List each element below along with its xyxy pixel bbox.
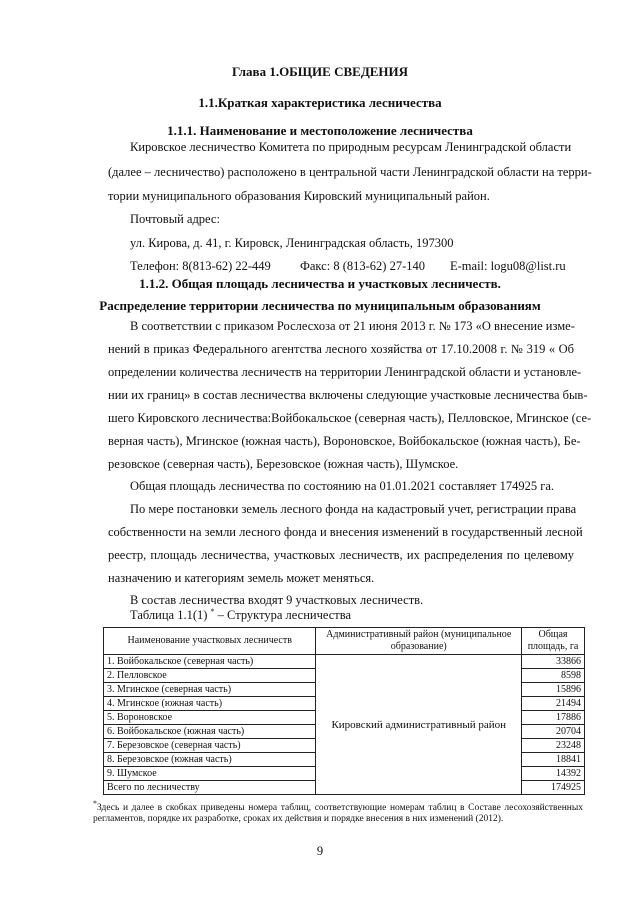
- name-cell: 1. Войбокальское (северная часть): [104, 655, 316, 669]
- header-cell: Административный район (муниципальное образование): [316, 628, 522, 655]
- area-cell: 17886: [522, 711, 585, 725]
- subsection-title: 1.1.1. Наименование и местоположение лесничества: [167, 123, 473, 138]
- name-cell: 4. Мгинское (южная часть): [104, 697, 316, 711]
- paragraph-line: По мере постановки земель лесного фонда на кадастровый учет, регистрации права: [130, 502, 577, 516]
- paragraph-line: назначению и категориям земель может меняться.: [108, 571, 375, 585]
- footnote-text: Здесь и далее в скобках приведены номера таблиц, соответствующие номерам таблиц в Составе лесохозяйственных регламентов, порядке их разработке, сроках их действия и порядке внесения в них изменений (2012).: [93, 803, 583, 825]
- composition-text: В состав лесничества входят 9 участковых лесничеств.: [130, 593, 424, 607]
- name-cell: 6. Войбокальское (южная часть): [104, 725, 316, 739]
- table-header-row: [104, 628, 585, 655]
- area-cell: 8598: [522, 669, 585, 683]
- total-area-text: Общая площадь лесничества по состоянию на 01.01.2021 составляет 174925 га.: [130, 479, 555, 493]
- area-cell: 23248: [522, 739, 585, 753]
- name-cell: 3. Мгинское (северная часть): [104, 683, 316, 697]
- name-cell: 7. Березовское (северная часть): [104, 739, 316, 753]
- district-cell: Кировский административный район: [316, 655, 522, 795]
- paragraph-line: реестр, площадь лесничества, участковых лесничеств, их распределения по целевому: [108, 548, 574, 562]
- forestry-structure-table: [103, 627, 585, 795]
- chapter-title: Глава 1.ОБЩИЕ СВЕДЕНИЯ: [231, 64, 409, 79]
- paragraph-line: резовское (северная часть), Березовское (южная часть), Шумское.: [108, 457, 459, 471]
- table-caption-prefix: Таблица 1.1(1): [130, 608, 208, 623]
- name-cell: 5. Вороновское: [104, 711, 316, 725]
- subsection-subtitle: Распределение территории лесничества по муниципальным образованиям: [99, 298, 541, 313]
- total-label-cell: Всего по лесничеству: [104, 781, 316, 795]
- footnote-mark: *: [93, 799, 97, 808]
- paragraph-line: собственности на земли лесного фонда и внесения изменений в государственный лесной: [108, 525, 583, 539]
- name-cell: 9. Шумское: [104, 767, 316, 781]
- total-value-cell: 174925: [522, 781, 585, 795]
- table-caption-mark: *: [210, 607, 215, 616]
- paragraph-line: Кировское лесничество Комитета по природным ресурсам Ленинградской области: [130, 140, 572, 154]
- paragraph-line: верная часть), Мгинское (южная часть), Вороновское, Войбокальское (южная часть), Бе-: [108, 434, 581, 448]
- postal-label: Почтовый адрес:: [130, 212, 220, 226]
- header-cell: Общая площадь, га: [522, 628, 585, 655]
- paragraph-line: определении количества лесничеств на территории Ленинградской области и установле-: [108, 365, 582, 379]
- area-cell: 18841: [522, 753, 585, 767]
- paragraph-line: (далее – лесничество) расположено в центральной части Ленинградской области на терри-: [108, 165, 592, 179]
- area-cell: 15896: [522, 683, 585, 697]
- area-cell: 33866: [522, 655, 585, 669]
- area-cell: 20704: [522, 725, 585, 739]
- area-cell: 14392: [522, 767, 585, 781]
- footnote: [93, 798, 583, 825]
- paragraph-line: тории муниципального образования Кировский муниципальный район.: [108, 189, 490, 203]
- paragraph-line: нений в приказ Федерального агентства лесного хозяйства от 17.10.2008 г. № 319 « Об: [108, 342, 574, 356]
- email: E-mail: logu08@list.ru: [450, 259, 566, 273]
- paragraph-line: В соответствии с приказом Рослесхоза от 21 июня 2013 г. № 173 «О внесение изме-: [130, 319, 575, 333]
- name-cell: 8. Березовское (южная часть): [104, 753, 316, 767]
- subsection-title: 1.1.2. Общая площадь лесничества и участковых лесничеств.: [139, 276, 501, 291]
- table-caption-suffix: – Структура лесничества: [214, 608, 352, 623]
- section-title: 1.1.Краткая характеристика лесничества: [198, 95, 442, 110]
- name-cell: 2. Пелловское: [104, 669, 316, 683]
- table-row: [104, 655, 585, 669]
- paragraph-line: шего Кировского лесничества:Войбокальское (северная часть), Пелловское, Мгинское (се-: [108, 411, 592, 425]
- paragraph-line: нии их границ» в состав лесничества включены следующие участковые лесничества быв-: [108, 388, 588, 402]
- address: ул. Кирова, д. 41, г. Кировск, Ленинградская область, 197300: [130, 236, 454, 250]
- fax: Факс: 8 (813-62) 27-140: [300, 259, 425, 273]
- header-cell: Наименование участковых лесничеств: [104, 628, 316, 655]
- page-number: 9: [316, 844, 324, 858]
- phone: Телефон: 8(813-62) 22-449: [130, 259, 271, 273]
- table-caption: [130, 607, 351, 623]
- area-cell: 21494: [522, 697, 585, 711]
